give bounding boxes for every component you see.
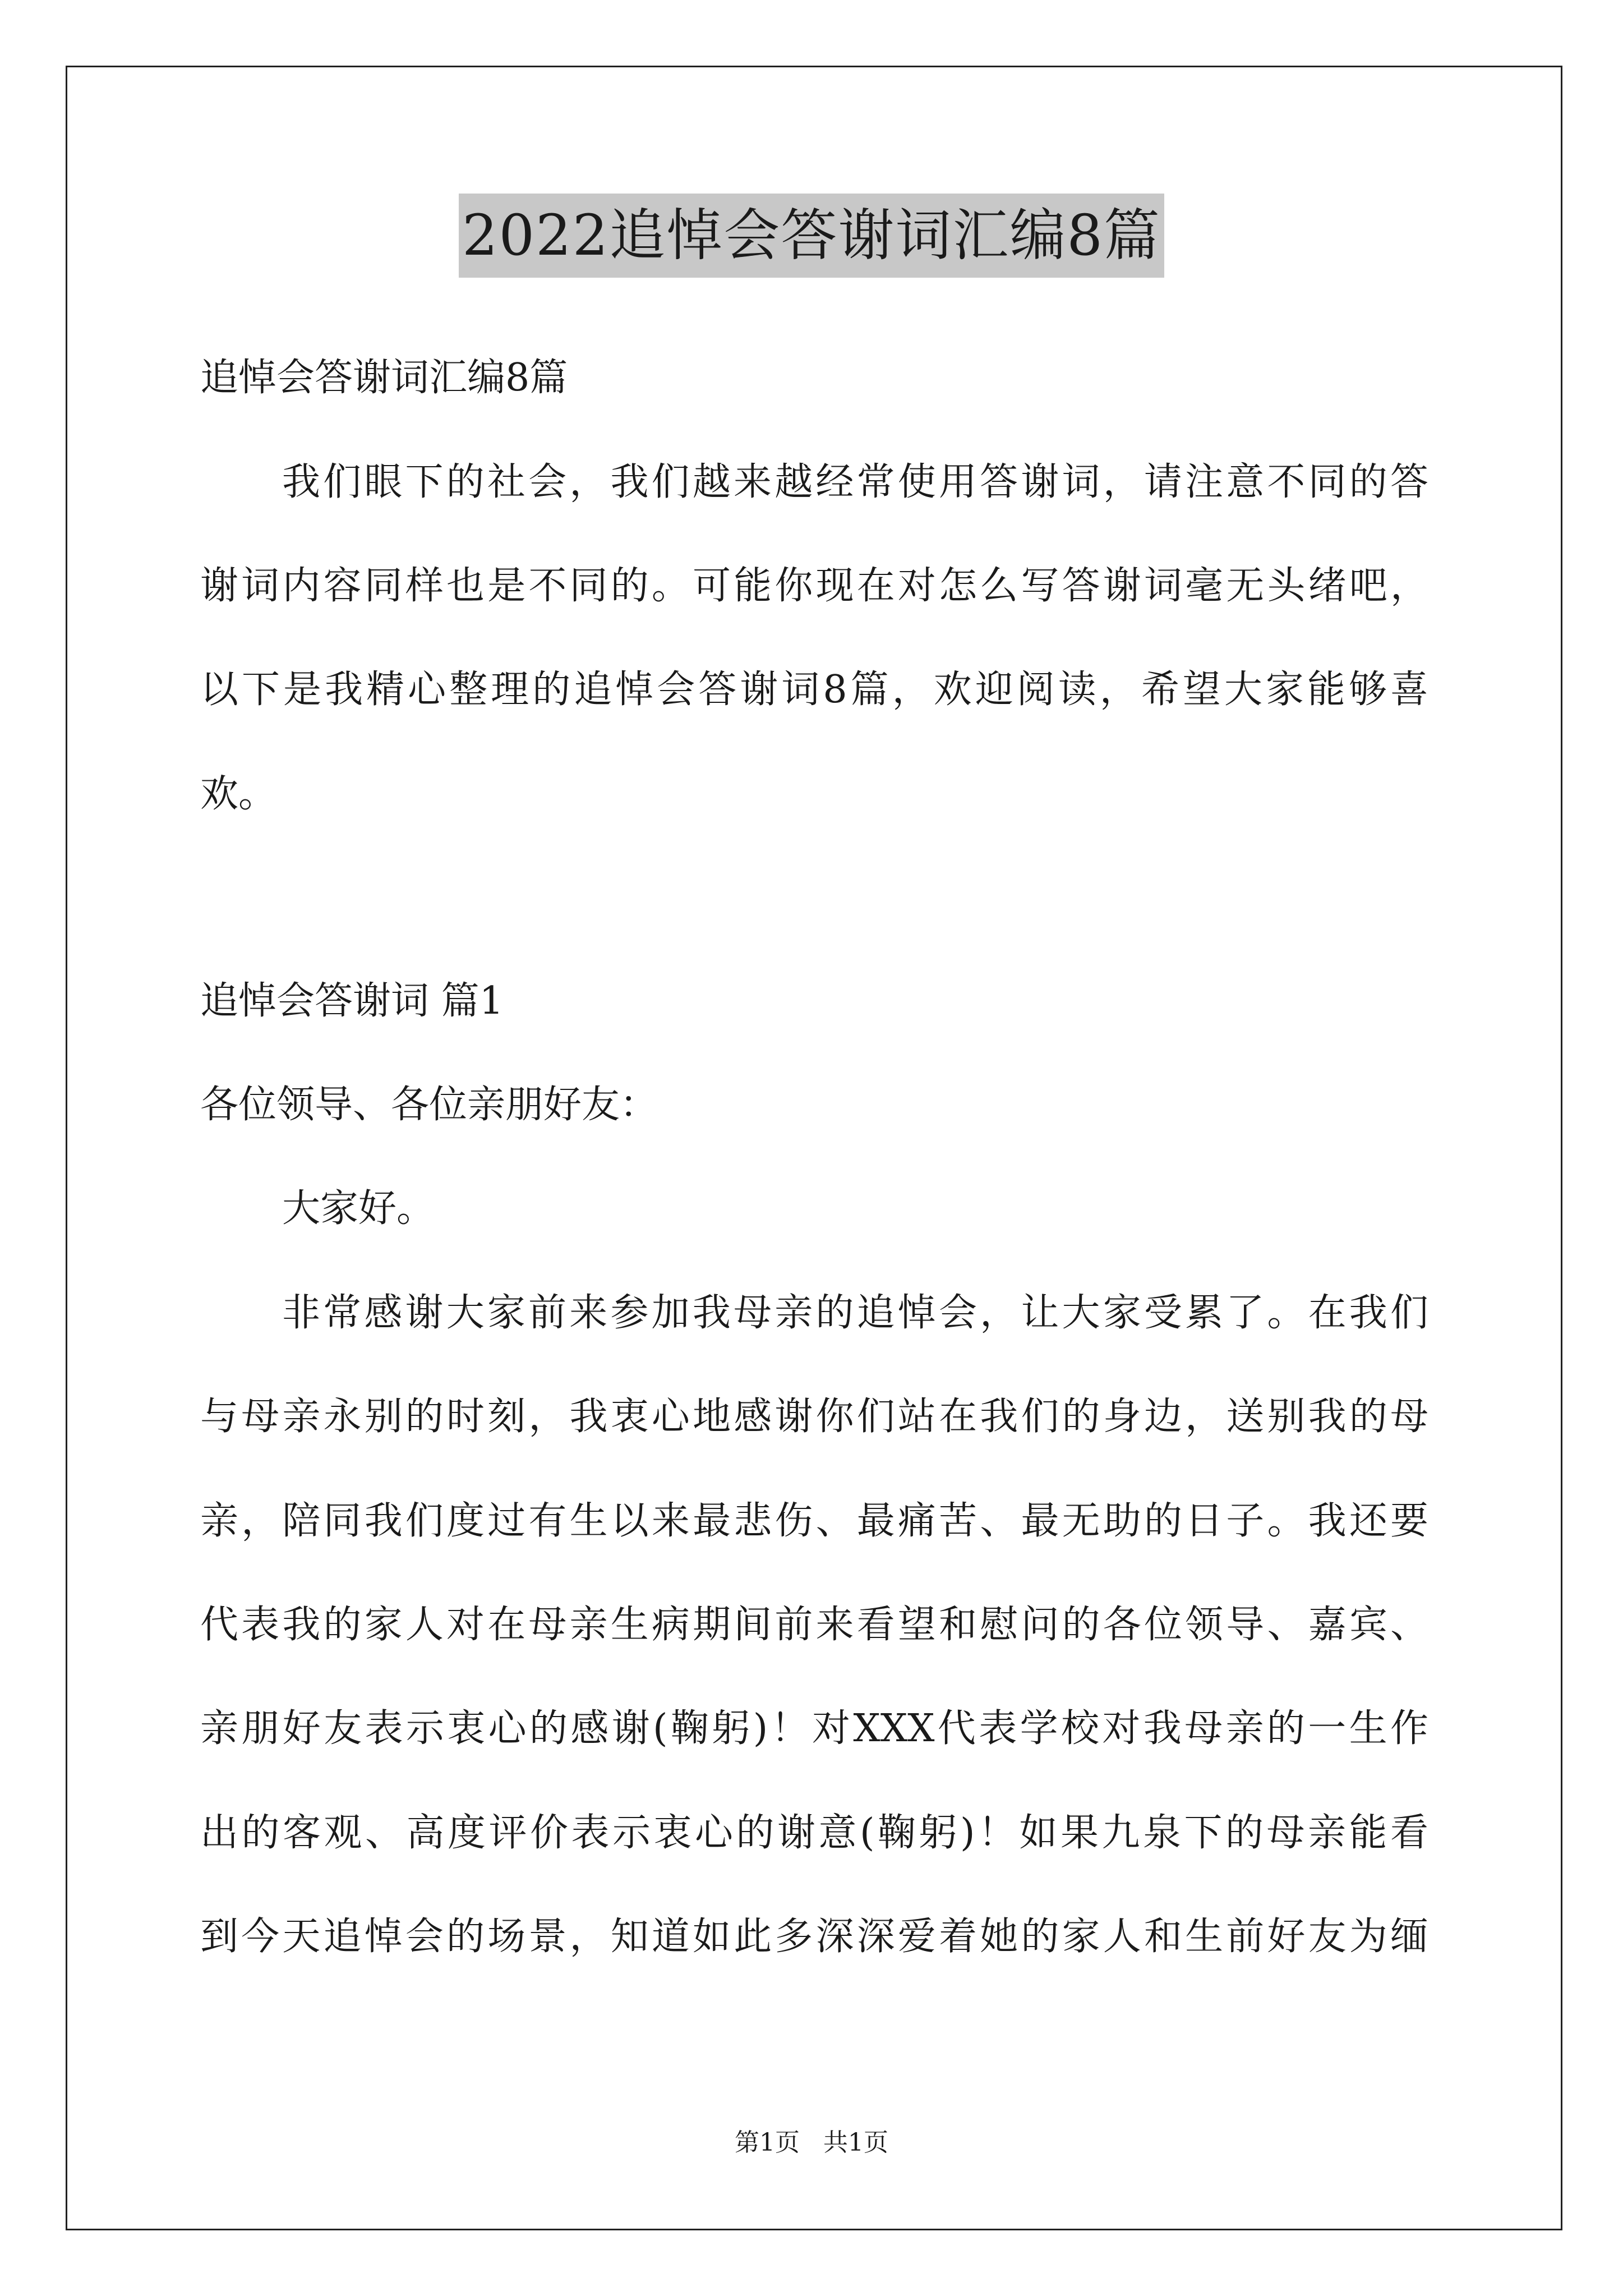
title-container [0, 194, 1623, 278]
body-line-2: 与母亲永别的时刻，我衷心地感谢你们站在我们的身边，送别我的母 [200, 1395, 1428, 1439]
body-line-7: 到今天追悼会的场景，知道如此多深深爱着她的家人和生前好友为缅 [200, 1915, 1428, 1959]
body-line-4: 代表我的家人对在母亲生病期间前来看望和慰问的各位领导、嘉宾、 [200, 1603, 1428, 1647]
document-title: 2022追悼会答谢词汇编8篇 [459, 194, 1164, 278]
intro-line-2: 谢词内容同样也是不同的。可能你现在对怎么写答谢词毫无头绪吧， [200, 564, 1428, 608]
intro-line-3: 以下是我精心整理的追悼会答谢词8篇，欢迎阅读，希望大家能够喜 [200, 668, 1428, 712]
document-subtitle: 追悼会答谢词汇编8篇 [200, 356, 568, 400]
body-line-5: 亲朋好友表示衷心的感谢(鞠躬)！对XXX代表学校对我母亲的一生作 [200, 1706, 1428, 1751]
section-heading: 追悼会答谢词 篇1 [200, 979, 504, 1023]
body-line-3: 亲，陪同我们度过有生以来最悲伤、最痛苦、最无助的日子。我还要 [200, 1499, 1428, 1543]
intro-line-4: 欢。 [200, 772, 277, 816]
body-line-1: 非常感谢大家前来参加我母亲的追悼会，让大家受累了。在我们 [282, 1291, 1428, 1335]
salutation: 各位领导、各位亲朋好友： [200, 1083, 658, 1127]
intro-line-1: 我们眼下的社会，我们越来越经常使用答谢词，请注意不同的答 [282, 460, 1428, 504]
page-footer: 第1页 共1页 [735, 2128, 888, 2157]
greeting: 大家好。 [282, 1186, 435, 1231]
body-line-6: 出的客观、高度评价表示衷心的谢意(鞠躬)！如果九泉下的母亲能看 [200, 1811, 1428, 1855]
